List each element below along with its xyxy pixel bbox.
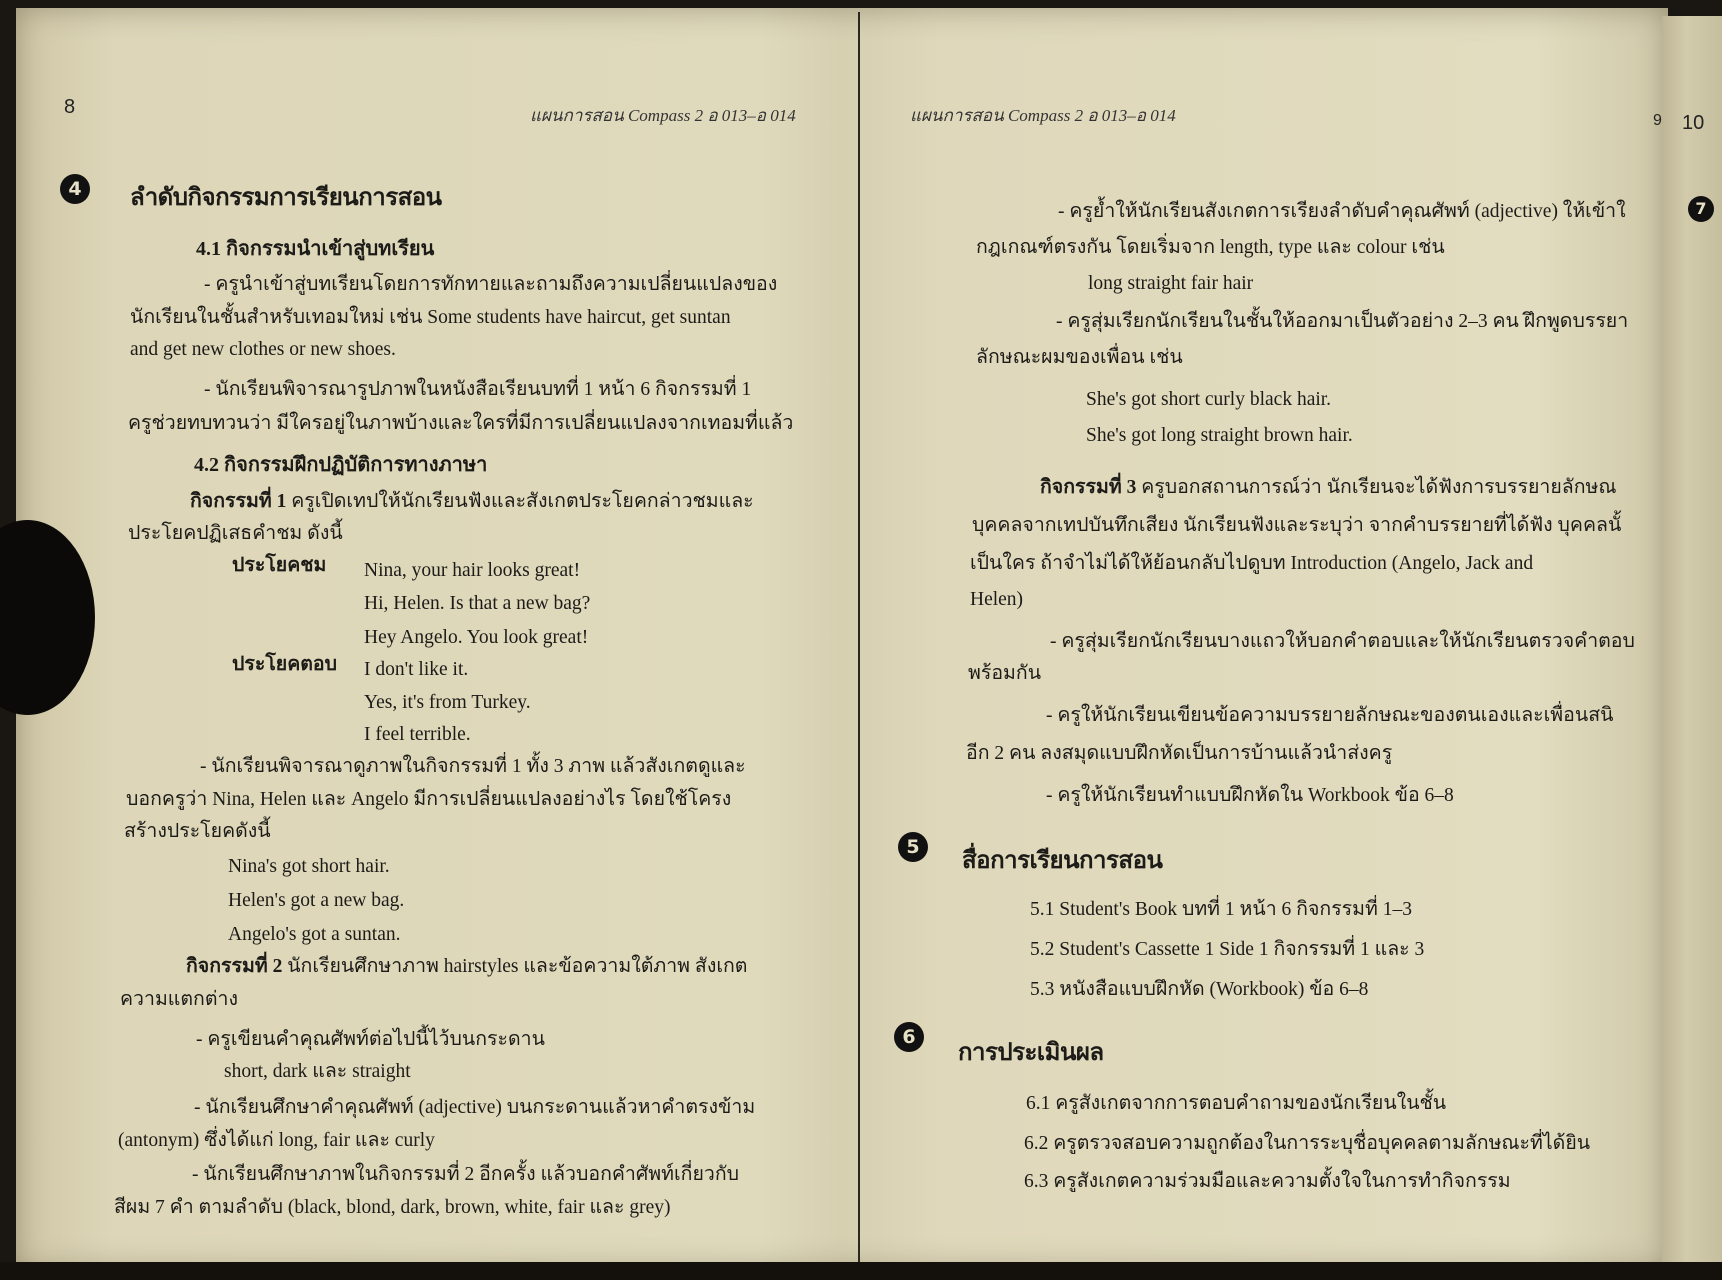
paragraph-line: นักเรียนในชั้นสำหรับเทอมใหม่ เช่น Some students have haircut, get suntan [130,307,731,328]
paragraph-line: สีผม 7 คำ ตามลำดับ (black, blond, dark, brown, white, fair และ grey) [114,1197,671,1218]
paragraph-line: - ครูเขียนคำคุณศัพท์ต่อไปนี้ไว้บนกระดาน [196,1029,545,1050]
section-6-item: 6.3 ครูสังเกตความร่วมมือและความตั้งใจในการทำกิจกรรม [1024,1171,1511,1192]
next-page-section-marker: 7 [1688,196,1714,222]
section-4-title: ลำดับกิจกรรมการเรียนการสอน [130,183,442,211]
paragraph-line: ความแตกต่าง [120,989,238,1010]
paragraph-line: - นักเรียนพิจารณารูปภาพในหนังสือเรียนบทที่ 1 หน้า 6 กิจกรรมที่ 1 [204,379,752,400]
paragraph-line: (antonym) ซึ่งได้แก่ long, fair และ curly [118,1130,435,1151]
paragraph-line: - นักเรียนศึกษาคำคุณศัพท์ (adjective) บนกระดานแล้วหาคำตรงข้าม [194,1097,756,1118]
example-sentence: Helen's got a new bag. [228,890,405,911]
activity-3-text: ครูบอกสถานการณ์ว่า นักเรียนจะได้ฟังการบรรยายลักษณ [1136,477,1617,498]
right-page-number: 9 [1653,112,1662,129]
activity-3-label: กิจกรรมที่ 3 [1040,477,1137,498]
activity-1-text: ครูเปิดเทปให้นักเรียนฟังและสังเกตประโยคกล่าวชมและ [286,491,754,512]
activity-1-label: กิจกรรมที่ 1 [190,491,287,512]
example-sentence: Nina's got short hair. [228,856,390,877]
paragraph-line: สร้างประโยคดังนี้ [124,821,271,842]
activity-2-line [186,957,747,977]
paragraph-line: ครูช่วยทบทวนว่า มีใครอยู่ในภาพบ้างและใครที่มีการเปลี่ยนแปลงจากเทอมที่แล้ว [128,413,794,434]
paragraph-line: พร้อมกัน [968,663,1042,684]
paragraph-line: - ครูนำเข้าสู่บทเรียนโดยการทักทายและถามถึงความเปลี่ยนแปลงของ [204,274,778,295]
paragraph-line: ประโยคปฏิเสธคำชม ดังนี้ [128,523,343,544]
next-page-number: 10 [1682,112,1705,134]
section-6-item: 6.1 ครูสังเกตจากการตอบคำถามของนักเรียนในชั้น [1026,1093,1447,1114]
subsection-4-2-title: 4.2 กิจกรรมฝึกปฏิบัติการทางภาษา [194,454,488,476]
section-6-title: การประเมินผล [958,1038,1104,1066]
paragraph-line: ลักษณะผมของเพื่อน เช่น [976,347,1183,368]
response-sentence: Yes, it's from Turkey. [364,692,531,713]
response-sentence: I feel terrible. [364,724,471,745]
section-5-item: 5.3 หนังสือแบบฝึกหัด (Workbook) ข้อ 6–8 [1030,979,1369,1000]
section-6-marker: 6 [894,1022,924,1052]
paragraph-line: - ครูย้ำให้นักเรียนสังเกตการเรียงลำดับคำคุณศัพท์ (adjective) ให้เข้าใ [1058,201,1626,222]
compliment-sentence: Nina, your hair looks great! [364,560,581,581]
bottom-edge [0,1262,1722,1280]
compliment-sentence: Hi, Helen. Is that a new bag? [364,593,591,614]
paragraph-line: - นักเรียนพิจารณาดูภาพในกิจกรรมที่ 1 ทั้ง 3 ภาพ แล้วสังเกตดูและ [200,756,746,777]
right-running-head: แผนการสอน Compass 2 อ 013–อ 014 [910,106,1176,125]
compliment-sentence: Hey Angelo. You look great! [364,627,589,648]
example-sentence: long straight fair hair [1088,273,1254,294]
section-4-marker: 4 [60,174,90,204]
response-sentence: I don't like it. [364,659,469,680]
left-page-number: 8 [64,96,76,118]
paragraph-line: Helen) [970,589,1024,610]
subsection-4-1-title: 4.1 กิจกรรมนำเข้าสู่บทเรียน [196,238,435,260]
paragraph-line: - ครูสุ่มเรียกนักเรียนในชั้นให้ออกมาเป็นตัวอย่าง 2–3 คน ฝึกพูดบรรยา [1056,311,1629,332]
activity-2-label: กิจกรรมที่ 2 [186,956,283,977]
section-6-item: 6.2 ครูตรวจสอบความถูกต้องในการระบุชื่อบุคคลตามลักษณะที่ได้ยิน [1024,1133,1591,1154]
example-sentence: Angelo's got a suntan. [228,924,401,945]
paragraph-line: บอกครูว่า Nina, Helen และ Angelo มีการเปลี่ยนแปลงอย่างไร โดยใช้โครง [126,789,732,810]
book-spine [858,12,860,1274]
activity-2-text: นักเรียนศึกษาภาพ hairstyles และข้อความใต้ภาพ สังเกต [282,956,748,977]
paragraph-line: กฎเกณฑ์ตรงกัน โดยเริ่มจาก length, type และ colour เช่น [976,237,1445,258]
section-5-title: สื่อการเรียนการสอน [962,846,1163,874]
paragraph-line: อีก 2 คน ลงสมุดแบบฝึกหัดเป็นการบ้านแล้วนำส่งครู [966,743,1393,764]
section-5-item: 5.1 Student's Book บทที่ 1 หน้า 6 กิจกรรมที่ 1–3 [1030,899,1412,920]
left-running-head: แผนการสอน Compass 2 อ 013–อ 014 [530,106,796,125]
activity-1-line [190,492,754,512]
paragraph-line: and get new clothes or new shoes. [130,339,396,360]
section-5-item: 5.2 Student's Cassette 1 Side 1 กิจกรรมที่ 1 และ 3 [1030,939,1425,960]
paragraph-line: เป็นใคร ถ้าจำไม่ได้ให้ย้อนกลับไปดูบท Introduction (Angelo, Jack and [970,553,1534,574]
paragraph-line: - ครูให้นักเรียนทำแบบฝึกหัดใน Workbook ข้อ 6–8 [1046,785,1454,806]
example-sentence: She's got short curly black hair. [1086,389,1332,410]
activity-3-line [1040,478,1617,498]
response-label: ประโยคตอบ [232,654,338,675]
example-sentence: She's got long straight brown hair. [1086,425,1353,446]
paragraph-line: - นักเรียนศึกษาภาพในกิจกรรมที่ 2 อีกครั้ง แล้วบอกคำศัพท์เกี่ยวกับ [192,1164,739,1185]
paragraph-line: บุคคลจากเทปบันทึกเสียง นักเรียนฟังและระบุว่า จากคำบรรยายที่ได้ฟัง บุคคลนั้ [972,515,1622,536]
section-5-marker: 5 [898,832,928,862]
paragraph-line: - ครูให้นักเรียนเขียนข้อความบรรยายลักษณะของตนเองและเพื่อนสนิ [1046,705,1614,726]
paragraph-line: - ครูสุ่มเรียกนักเรียนบางแถวให้บอกคำตอบและให้นักเรียนตรวจคำตอบ [1050,631,1635,652]
compliment-label: ประโยคชม [232,555,327,576]
paragraph-line: short, dark และ straight [224,1061,411,1082]
